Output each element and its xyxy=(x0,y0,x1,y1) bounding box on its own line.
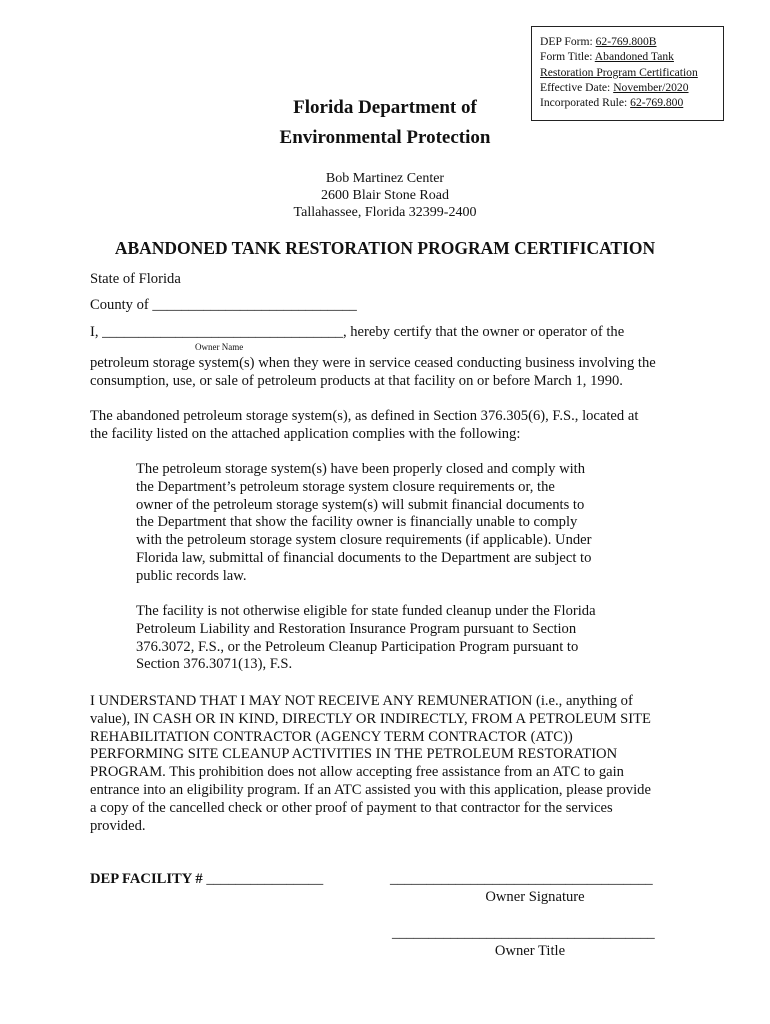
paragraph-certification xyxy=(90,355,656,391)
item1-line: public records law. xyxy=(136,567,247,584)
owner-signature-field[interactable]: ____________________________________ xyxy=(390,871,653,887)
agency-address xyxy=(0,170,770,221)
para3-line: value), IN CASH OR IN KIND, DIRECTLY OR INDIRECTLY, FROM A PETROLEUM SITE xyxy=(90,710,651,727)
para3-line: a copy of the cancelled check or other proof of payment to that contractor for the services xyxy=(90,799,613,816)
item1-line: with the petroleum storage system closure requirements (if applicable). Under xyxy=(136,532,592,549)
para3-line: REHABILITATION CONTRACTOR (AGENCY TERM CONTRACTOR (ATC)) xyxy=(90,728,573,745)
para3-line: provided. xyxy=(90,817,146,834)
address-line-3: Tallahassee, Florida 32399-2400 xyxy=(293,205,477,220)
owner-title-label: Owner Title xyxy=(494,943,566,959)
county-field[interactable]: County of ____________________________ xyxy=(90,297,357,313)
item2-line: 376.3072, F.S., or the Petroleum Cleanup Participation Program pursuant to xyxy=(136,638,579,655)
item1-line: Florida law, submittal of financial documents to the Department are subject to xyxy=(136,549,592,566)
owner-name-field[interactable]: I, _________________________________, hereby certify that the owner or operator of the xyxy=(90,324,625,340)
para1-line-1: petroleum storage system(s) when they were in service ceased conducting business involving the xyxy=(90,355,656,371)
para2-line-1: The abandoned petroleum storage system(s), as defined in Section 376.305(6), F.S., located at xyxy=(90,408,639,424)
item1-line: the Department that show the facility owner is financially unable to comply xyxy=(136,514,578,531)
document-title: ABANDONED TANK RESTORATION PROGRAM CERTIFICATION xyxy=(114,238,656,258)
form-number: 62-769.800B xyxy=(595,35,657,48)
dep-facility-label: DEP FACILITY # xyxy=(90,871,207,887)
item2-line: Petroleum Liability and Restoration Insurance Program pursuant to Section xyxy=(136,620,577,637)
para2-line-2: the facility listed on the attached application complies with the following: xyxy=(90,425,521,442)
condition-closure xyxy=(136,461,592,586)
form-title-line-2 xyxy=(540,65,723,80)
item1-line: the Department’s petroleum storage system closure requirements or, the xyxy=(136,478,555,495)
agency-line-1: Florida Department of xyxy=(293,97,477,118)
dep-facility-blank[interactable]: ________________ xyxy=(206,871,324,887)
para1-line-2: consumption, use, or sale of petroleum products at that facility on or before March 1, 1990. xyxy=(90,372,623,389)
incorporated-rule: 62-769.800 xyxy=(630,96,684,110)
address-line-1: Bob Martinez Center xyxy=(325,171,445,186)
dep-facility-field[interactable] xyxy=(90,871,323,889)
paragraph-abandoned-systems xyxy=(90,408,638,444)
state-line: State of Florida xyxy=(90,271,181,287)
address-line-2: 2600 Blair Stone Road xyxy=(321,188,449,203)
form-title-2: Restoration Program Certification xyxy=(540,65,698,79)
owner-title-field[interactable]: ____________________________________ xyxy=(392,925,655,941)
agency-line-2: Environmental Protection xyxy=(279,127,491,148)
owner-name-label: Owner Name xyxy=(195,342,244,352)
para3-line: I UNDERSTAND THAT I MAY NOT RECEIVE ANY REMUNERATION (i.e., anything of xyxy=(90,693,633,709)
form-number-line: DEP Form: 62-769.800B xyxy=(540,35,657,48)
rule-line: Incorporated Rule: 62-769.800 xyxy=(540,96,684,110)
item2-line: Section 376.3071(13), F.S. xyxy=(136,656,293,673)
remuneration-statement xyxy=(90,693,651,835)
effective-date: November/2020 xyxy=(613,80,689,94)
item1-line: owner of the petroleum storage system(s) will submit financial documents to xyxy=(136,496,585,513)
item2-line: The facility is not otherwise eligible for state funded cleanup under the Florida xyxy=(136,603,596,619)
para3-line: PROGRAM. This prohibition does not allow accepting free assistance from an ATC to gain xyxy=(90,764,624,781)
form-title-line: Form Title: Abandoned Tank xyxy=(540,50,674,64)
condition-eligibility xyxy=(136,603,596,674)
para3-line: PERFORMING SITE CLEANUP ACTIVITIES IN THE PETROLEUM RESTORATION xyxy=(90,746,618,763)
form-title-1: Abandoned Tank xyxy=(594,50,674,64)
item1-line: The petroleum storage system(s) have been properly closed and comply with xyxy=(136,461,586,477)
agency-heading xyxy=(0,93,770,153)
para3-line: entrance into an eligibility program. If an ATC assisted you with this application, please provide xyxy=(90,781,651,798)
owner-signature-label: Owner Signature xyxy=(485,889,585,905)
effective-date-line: Effective Date: November/2020 xyxy=(540,80,689,94)
